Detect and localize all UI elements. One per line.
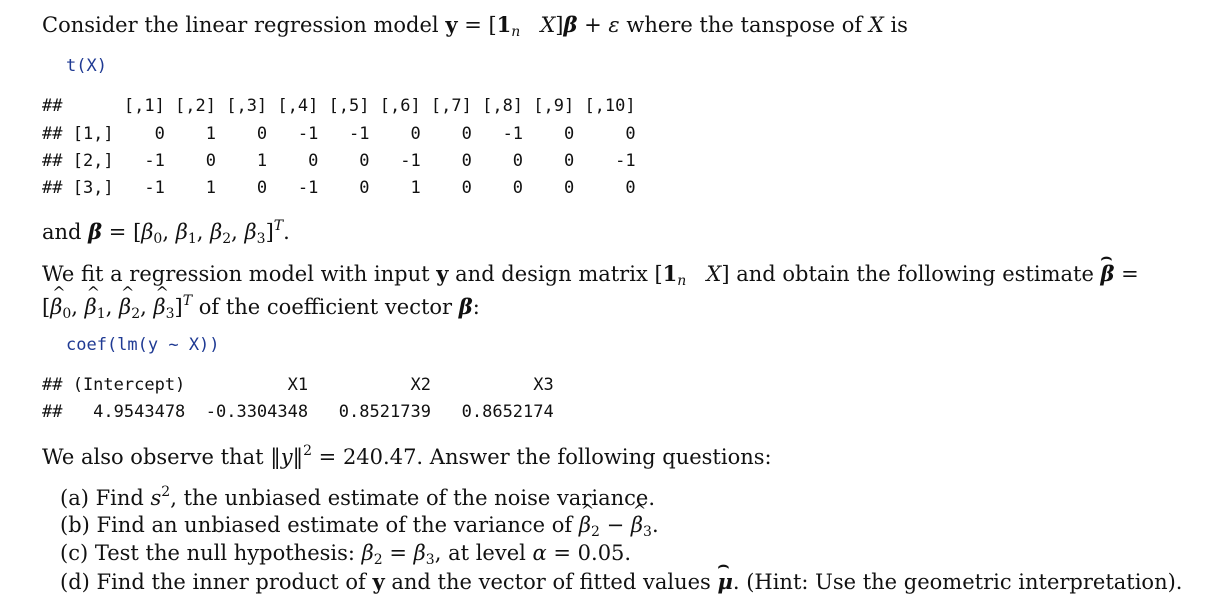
intro-text-2: where the tanspose of [619,13,869,37]
fit-text-a: We fit a regression model with input [42,262,437,286]
question-label: (b) [60,513,90,537]
observe-text-b: = 240.47. Answer the following questions: [312,445,772,469]
question-label: (c) [60,541,89,565]
question-a: (a) Find $s^2$, the unbiased estimate of the noise variance. [60,484,655,510]
question-text: = 0.05. [546,541,632,565]
observe-text-a: We also observe that [42,445,271,469]
question-text: . (Hint: Use the geometric interpretation). [732,570,1183,594]
and-text: and [42,220,89,244]
question-text: , the unbiased estimate of the noise variance. [170,486,655,510]
question-label: (d) [60,570,90,594]
coef-header: ## (Intercept) X1 X2 X3 [42,375,554,395]
fit-text-d: of the coefficient vector [192,295,459,319]
question-text: and the vector of fitted values [384,570,718,594]
beta-definition: and $\beta = [\beta_0$, $\beta_1$, $\beta_2$, $\beta_3]^T$. [42,218,290,247]
question-c: (c) Test the null hypothesis: $\beta_2 = \beta_3$, at level α = 0.05. [60,541,632,568]
math-y: y [445,12,458,37]
code-transpose: t(X) [66,56,107,76]
question-text: Find an unbiased estimate of the variance of [89,513,579,537]
question-text: , at level [434,541,533,565]
intro-text-3: is [883,13,908,37]
question-text: Find the inner product of [89,570,373,594]
fit-line-2: [^ $\beta_0$, ^ $\beta_1$, ^ $\beta_2$, ^ $\beta_3]^T$ of the coefficient vector β: [42,294,480,321]
question-d: (d) Find the inner product of y and the vector of fitted values ⌢ μ. (Hint: Use the geometric interpretation). [60,571,1182,593]
matrix-row: ## [2,] -1 0 1 0 0 -1 0 0 0 -1 [42,151,636,171]
question-text: Test the null hypothesis: [88,541,362,565]
matrix-header: ## [,1] [,2] [,3] [,4] [,5] [,6] [,7] [,8] [,9] [,10] [42,96,636,116]
matrix-row: ## [3,] -1 1 0 -1 0 1 0 0 0 0 [42,178,636,198]
code-coef: coef(lm(y ~ X)) [66,335,220,355]
observe-line: We also observe that ‖y‖$^2$ = 240.47. Answer the following questions: [42,443,772,469]
fit-text-c: and obtain the following estimate [729,262,1101,286]
fit-text-b: and design matrix [448,262,655,286]
matrix-row: ## [1,] 0 1 0 -1 -1 0 0 -1 0 0 [42,124,636,144]
question-label: (a) [60,486,89,510]
intro-line: Consider the linear regression model $y = [1_n$ X]β + ε where the tanspose of X is [42,12,908,40]
coef-values: ## 4.9543478 -0.3304348 0.8521739 0.8652174 [42,402,554,422]
question-b: (b) Find an unbiased estimate of the variance of ^ $\beta_2$ − ^ $\beta_3$. [60,515,659,539]
question-text: Find [88,486,151,510]
fit-line-1: We fit a regression model with input y and design matrix [$1_n$ X] and obtain the following estimate ⌢ β = [42,263,1139,288]
intro-text-1: Consider the linear regression model [42,13,446,37]
